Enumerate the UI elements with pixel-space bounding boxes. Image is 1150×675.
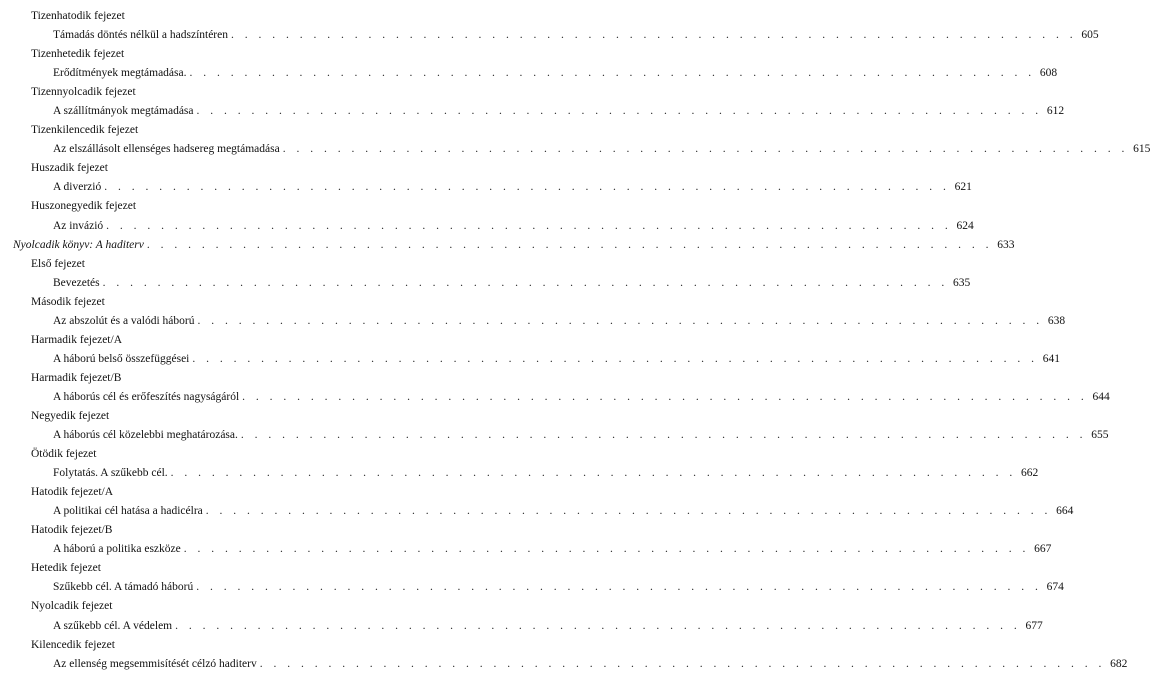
toc-entry-row — [0, 141, 1150, 160]
section-entry — [53, 314, 1066, 327]
toc-entry-row — [0, 427, 1109, 446]
toc-entry-row — [0, 618, 1043, 637]
section-title: Erődítmények megtámadása. — [53, 67, 187, 80]
page-number: 608 — [1039, 67, 1058, 80]
dot-leader: . . . . . . . . . . . . . . . . . . . . . . . . . . . . . . . . . . . . . . . . . . . . . . . . . . . . . . . . . . . . . . — [242, 390, 1088, 403]
section-title: A szűkebb cél. A védelem — [53, 619, 173, 632]
dot-leader: . . . . . . . . . . . . . . . . . . . . . . . . . . . . . . . . . . . . . . . . . . . . . . . . . . . . . . . . . . . . . . — [106, 219, 952, 232]
chapter-heading: Hatodik fejezet/B — [31, 524, 113, 537]
section-title: A háború a politika eszköze — [53, 543, 181, 556]
dot-leader: . . . . . . . . . . . . . . . . . . . . . . . . . . . . . . . . . . . . . . . . . . . . . . . . . . . . . . . . . . . . . . — [175, 619, 1021, 632]
section-title: Bevezetés — [53, 276, 100, 289]
section-title: Az elszállásolt ellenséges hadsereg megtámadása — [53, 143, 280, 156]
section-title: Szűkebb cél. A támadó háború — [53, 581, 194, 594]
page-number: 662 — [1021, 467, 1039, 480]
dot-leader: . . . . . . . . . . . . . . . . . . . . . . . . . . . . . . . . . . . . . . . . . . . . . . . . . . . . . . . . . . . . . . — [259, 657, 1106, 670]
section-entry — [53, 619, 1043, 632]
section-entry — [53, 219, 974, 232]
chapter-heading: Tizenkilencedik fejezet — [31, 124, 139, 137]
chapter-heading-row — [0, 198, 455, 217]
toc-entry-row — [0, 351, 1060, 370]
chapter-heading-row — [0, 84, 455, 103]
section-entry — [53, 67, 1058, 80]
chapter-heading-row — [0, 522, 455, 541]
section-entry — [53, 352, 1060, 365]
section-entry — [53, 390, 1110, 403]
dot-leader: . . . . . . . . . . . . . . . . . . . . . . . . . . . . . . . . . . . . . . . . . . . . . . . . . . . . . . . . . . . . . . — [104, 181, 950, 194]
chapter-heading-row — [0, 446, 455, 465]
chapter-heading-row — [0, 637, 455, 656]
table-of-contents — [0, 8, 1150, 675]
page-number: 605 — [1081, 29, 1099, 42]
section-title: A háborús cél és erőfeszítés nagyságáról — [53, 390, 240, 403]
section-title: A háborús cél közelebbi meghatározása. — [53, 429, 238, 442]
chapter-heading: Kilencedik fejezet — [31, 638, 115, 651]
toc-entry-row — [0, 103, 1065, 122]
page-number: 638 — [1047, 314, 1066, 327]
toc-entry-row — [0, 579, 1064, 598]
page-number: 621 — [954, 181, 972, 194]
dot-leader: . . . . . . . . . . . . . . . . . . . . . . . . . . . . . . . . . . . . . . . . . . . . . . . . . . . . . . . . . . . . . . — [196, 105, 1043, 118]
page-number: 664 — [1056, 505, 1074, 518]
chapter-heading: Huszadik fejezet — [31, 162, 108, 175]
dot-leader: . . . . . . . . . . . . . . . . . . . . . . . . . . . . . . . . . . . . . . . . . . . . . . . . . . . . . . . . . . . . . . — [240, 429, 1087, 442]
page-number: 641 — [1042, 352, 1060, 365]
chapter-heading-row — [0, 122, 455, 141]
section-title: A politikai cél hatása a hadicélra — [53, 505, 203, 518]
toc-entry-row — [0, 656, 1128, 675]
dot-leader: . . . . . . . . . . . . . . . . . . . . . . . . . . . . . . . . . . . . . . . . . . . . . . . . . . . . . . . . . . . . . . — [192, 352, 1038, 365]
section-entry — [53, 657, 1128, 670]
dot-leader: . . . . . . . . . . . . . . . . . . . . . . . . . . . . . . . . . . . . . . . . . . . . . . . . . . . . . . . . . . . . . . — [183, 543, 1030, 556]
chapter-heading: Nyolcadik fejezet — [31, 600, 113, 613]
toc-entry-row — [0, 313, 1066, 332]
section-title: Folytatás. A szűkebb cél. — [53, 467, 168, 480]
section-entry — [53, 429, 1109, 442]
page-number: 674 — [1046, 581, 1064, 594]
section-entry — [53, 276, 971, 289]
section-title: A szállítmányok megtámadása — [53, 105, 194, 118]
section-entry — [53, 581, 1064, 594]
section-title: Az ellenség megsemmisítését célzó haditerv — [53, 657, 257, 670]
chapter-heading: Harmadik fejezet/B — [31, 371, 122, 384]
page-number: 612 — [1046, 105, 1065, 118]
chapter-heading-row — [0, 408, 455, 427]
section-title: Az abszolút és a valódi háború — [53, 314, 195, 327]
toc-entry-row — [0, 27, 1099, 46]
toc-entry-row — [0, 503, 1074, 522]
page-number: 655 — [1091, 429, 1109, 442]
page-number: 682 — [1110, 657, 1128, 670]
chapter-heading-row — [0, 332, 455, 351]
chapter-heading-row — [0, 160, 455, 179]
section-entry — [53, 105, 1065, 118]
page-number: 667 — [1034, 543, 1052, 556]
section-title: A háború belső összefüggései — [53, 352, 190, 365]
chapter-heading: Második fejezet — [31, 295, 105, 308]
chapter-heading-row — [0, 560, 455, 579]
toc-entry-row — [0, 275, 971, 294]
chapter-heading: Tizenhatodik fejezet — [31, 10, 125, 22]
dot-leader: . . . . . . . . . . . . . . . . . . . . . . . . . . . . . . . . . . . . . . . . . . . . . . . . . . . . . . . . . . . . . . — [282, 143, 1129, 156]
toc-entry-row — [0, 541, 1052, 560]
chapter-heading: Harmadik fejezet/A — [31, 333, 122, 346]
chapter-heading: Első fejezet — [31, 257, 85, 270]
page-number: 635 — [953, 276, 971, 289]
chapter-heading: Negyedik fejezet — [31, 409, 110, 422]
chapter-heading-row — [0, 294, 455, 313]
chapter-heading: Tizennyolcadik fejezet — [31, 86, 136, 99]
section-title: A diverzió — [53, 181, 102, 194]
chapter-heading: Tizenhetedik fejezet — [31, 48, 125, 61]
page-number: 624 — [956, 219, 974, 232]
toc-entry-row — [0, 218, 974, 237]
section-entry — [53, 143, 1150, 156]
dot-leader: . . . . . . . . . . . . . . . . . . . . . . . . . . . . . . . . . . . . . . . . . . . . . . . . . . . . . . . . . . . . . . — [189, 67, 1036, 80]
section-entry — [53, 543, 1052, 556]
book-title: Nyolcadik könyv: A haditerv — [13, 238, 144, 251]
section-entry — [53, 505, 1074, 518]
chapter-heading-row — [0, 598, 455, 617]
toc-entry-row — [0, 65, 1058, 84]
page-number: 644 — [1092, 390, 1110, 403]
dot-leader: . . . . . . . . . . . . . . . . . . . . . . . . . . . . . . . . . . . . . . . . . . . . . . . . . . . . . . . . . . . . . . — [146, 238, 993, 251]
page-number: 615 — [1133, 143, 1150, 156]
section-entry — [53, 467, 1039, 480]
toc-entry-row — [0, 179, 972, 198]
dot-leader: . . . . . . . . . . . . . . . . . . . . . . . . . . . . . . . . . . . . . . . . . . . . . . . . . . . . . . . . . . . . . . — [197, 314, 1044, 327]
dot-leader: . . . . . . . . . . . . . . . . . . . . . . . . . . . . . . . . . . . . . . . . . . . . . . . . . . . . . . . . . . . . . . — [196, 581, 1042, 594]
chapter-heading-row — [0, 370, 455, 389]
page-number: 633 — [997, 238, 1015, 251]
dot-leader: . . . . . . . . . . . . . . . . . . . . . . . . . . . . . . . . . . . . . . . . . . . . . . . . . . . . . . . . . . . . . . — [205, 505, 1052, 518]
dot-leader: . . . . . . . . . . . . . . . . . . . . . . . . . . . . . . . . . . . . . . . . . . . . . . . . . . . . . . . . . . . . . . — [231, 29, 1077, 42]
book-heading-row — [0, 237, 1015, 256]
section-title: Az invázió — [53, 219, 104, 232]
page-number: 677 — [1025, 619, 1043, 632]
chapter-heading: Hatodik fejezet/A — [31, 486, 114, 499]
chapter-heading: Ötödik fejezet — [31, 448, 97, 461]
book-title-entry — [13, 238, 1015, 251]
section-entry — [53, 29, 1099, 42]
chapter-heading-row — [0, 8, 455, 27]
chapter-heading: Huszonegyedik fejezet — [31, 200, 137, 213]
toc-entry-row — [0, 465, 1039, 484]
chapter-heading-row — [0, 484, 455, 503]
section-entry — [53, 181, 972, 194]
section-title: Támadás döntés nélkül a hadszíntéren — [53, 29, 228, 42]
chapter-heading-row — [0, 256, 455, 275]
dot-leader: . . . . . . . . . . . . . . . . . . . . . . . . . . . . . . . . . . . . . . . . . . . . . . . . . . . . . . . . . . . . . . — [102, 276, 949, 289]
toc-entry-row — [0, 389, 1110, 408]
chapter-heading: Hetedik fejezet — [31, 562, 101, 575]
chapter-heading-row — [0, 46, 455, 65]
dot-leader: . . . . . . . . . . . . . . . . . . . . . . . . . . . . . . . . . . . . . . . . . . . . . . . . . . . . . . . . . . . . . . — [170, 467, 1017, 480]
